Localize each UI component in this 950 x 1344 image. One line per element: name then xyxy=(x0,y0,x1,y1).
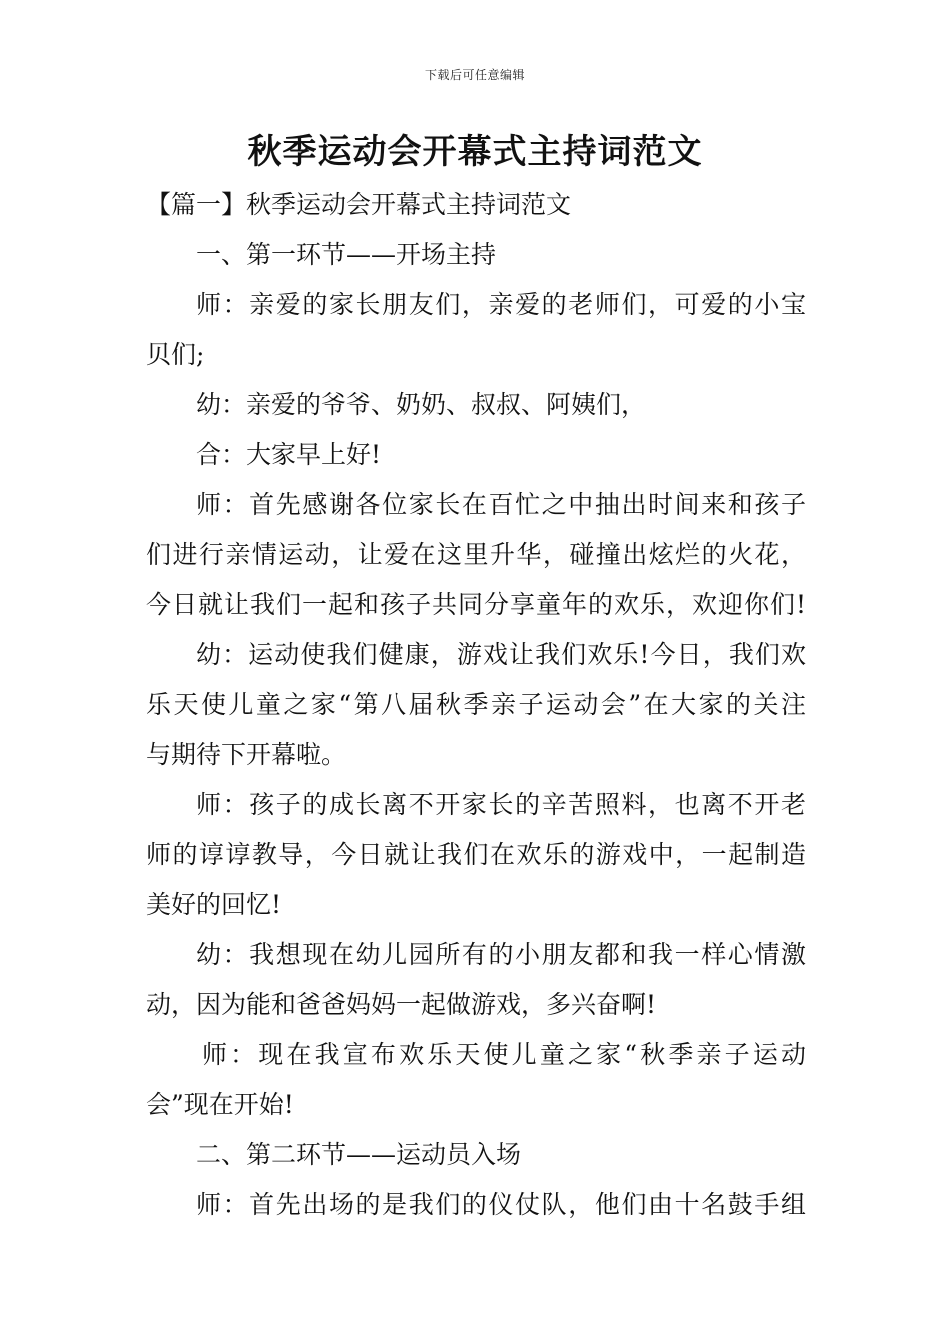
paragraph-line: 幼：亲爱的爷爷、奶奶、叔叔、阿姨们， xyxy=(196,390,647,419)
paragraph-line: 美好的回忆! xyxy=(146,890,282,919)
subsection-heading: 一、第一环节——开场主持 xyxy=(196,240,497,269)
paragraph-line: 师：现在我宣布欢乐天使儿童之家“秋季亲子运动 xyxy=(202,1040,806,1069)
paragraph-line: 合：大家早上好! xyxy=(196,440,382,469)
paragraph-line: 与期待下开幕啦。 xyxy=(146,740,347,769)
paragraph-line: 幼：我想现在幼儿园所有的小朋友都和我一样心情激 xyxy=(196,940,806,969)
paragraph-line: 师：首先感谢各位家长在百忙之中抽出时间来和孩子 xyxy=(196,490,806,519)
paragraph-line: 动，因为能和爸爸妈妈一起做游戏，多兴奋啊! xyxy=(146,990,657,1019)
paragraph-line: 师：亲爱的家长朋友们，亲爱的老师们，可爱的小宝 xyxy=(196,290,806,319)
document-body xyxy=(146,180,806,1230)
document-title: 秋季运动会开幕式主持词范文 xyxy=(247,132,703,172)
paragraph-line: 师：孩子的成长离不开家长的辛苦照料，也离不开老 xyxy=(196,790,806,819)
paragraph-line: 会”现在开始! xyxy=(146,1090,294,1119)
paragraph-line: 乐天使儿童之家“第八届秋季亲子运动会”在大家的关注 xyxy=(146,690,806,719)
paragraph-line: 贝们; xyxy=(146,340,205,369)
section-heading: 【篇一】秋季运动会开幕式主持词范文 xyxy=(146,190,572,219)
paragraph-line: 师：首先出场的是我们的仪仗队，他们由十名鼓手组 xyxy=(196,1190,806,1219)
header-note: 下载后可任意编辑 xyxy=(424,68,525,82)
subsection-heading: 二、第二环节——运动员入场 xyxy=(196,1140,522,1169)
paragraph-line: 师的谆谆教导，今日就让我们在欢乐的游戏中，一起制造 xyxy=(146,840,806,869)
paragraph-line: 今日就让我们一起和孩子共同分享童年的欢乐，欢迎你们! xyxy=(146,590,806,619)
paragraph-line: 幼：运动使我们健康，游戏让我们欢乐!今日，我们欢 xyxy=(196,640,806,669)
paragraph-line: 们进行亲情运动，让爱在这里升华，碰撞出炫烂的火花， xyxy=(146,540,806,569)
